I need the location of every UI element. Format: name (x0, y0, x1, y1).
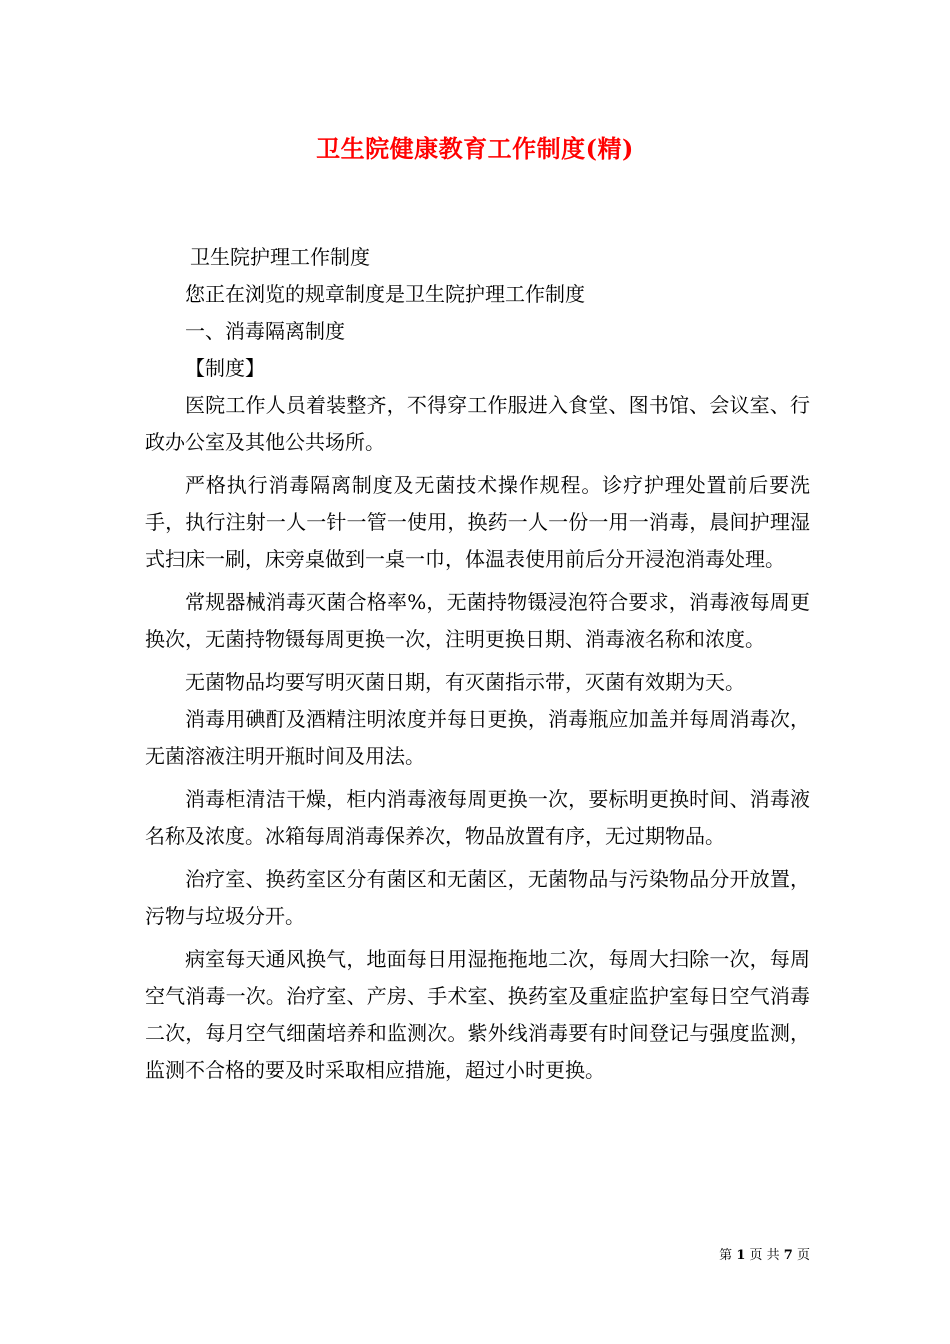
paragraph-label: 【制度】 (185, 356, 265, 380)
paragraph-rule: 消毒柜清洁干燥，柜内消毒液每周更换一次，要标明更换时间、消毒液名称及浓度。冰箱每周消毒保养次，物品放置有序，无过期物品。 (145, 787, 810, 848)
paragraph-rule: 病室每天通风换气，地面每日用湿拖拖地二次，每周大扫除一次，每周空气消毒一次。治疗室、产房、手术室、换药室及重症监护室每日空气消毒二次，每月空气细菌培养和监测次。紫外线消毒要有时间登记与强度监测，监测不合格的要及时采取相应措施，超过小时更换。 (145, 947, 810, 1082)
footer-total-pages: 7 (783, 1248, 793, 1263)
paragraph-rule: 无菌物品均要写明灭菌日期，有灭菌指示带，灭菌有效期为天。 (185, 670, 745, 694)
page-number-footer (700, 1247, 810, 1265)
paragraph-rule: 严格执行消毒隔离制度及无菌技术操作规程。诊疗护理处置前后要洗手，执行注射一人一针一管一使用，换药一人一份一用一消毒，晨间护理湿式扫床一刷，床旁桌做到一桌一巾，体温表使用前后分开浸泡消毒处理。 (145, 473, 810, 571)
paragraph-browsing-note: 您正在浏览的规章制度是卫生院护理工作制度 (185, 282, 585, 306)
document-body (145, 239, 810, 1089)
document-title: 卫生院健康教育工作制度(精) (316, 134, 634, 163)
footer-current-page: 1 (736, 1248, 746, 1263)
paragraph-rule: 治疗室、换药室区分有菌区和无菌区，无菌物品与污染物品分开放置，污物与垃圾分开。 (145, 867, 810, 928)
footer-prefix: 第 (719, 1248, 733, 1263)
paragraph-rule: 消毒用碘酊及酒精注明浓度并每日更换，消毒瓶应加盖并每周消毒次，无菌溶液注明开瓶时间及用法。 (145, 707, 810, 768)
footer-middle: 页 共 (749, 1248, 780, 1263)
paragraph-rule: 常规器械消毒灭菌合格率%，无菌持物镊浸泡符合要求，消毒液每周更换次，无菌持物镊每周更换一次，注明更换日期、消毒液名称和浓度。 (145, 590, 810, 651)
paragraph-rule: 医院工作人员着装整齐，不得穿工作服进入食堂、图书馆、会议室、行政办公室及其他公共场所。 (145, 393, 810, 454)
paragraph-subheading: 一、消毒隔离制度 (185, 319, 345, 343)
paragraph-section-heading: 卫生院护理工作制度 (190, 245, 370, 269)
footer-suffix: 页 (796, 1248, 810, 1263)
